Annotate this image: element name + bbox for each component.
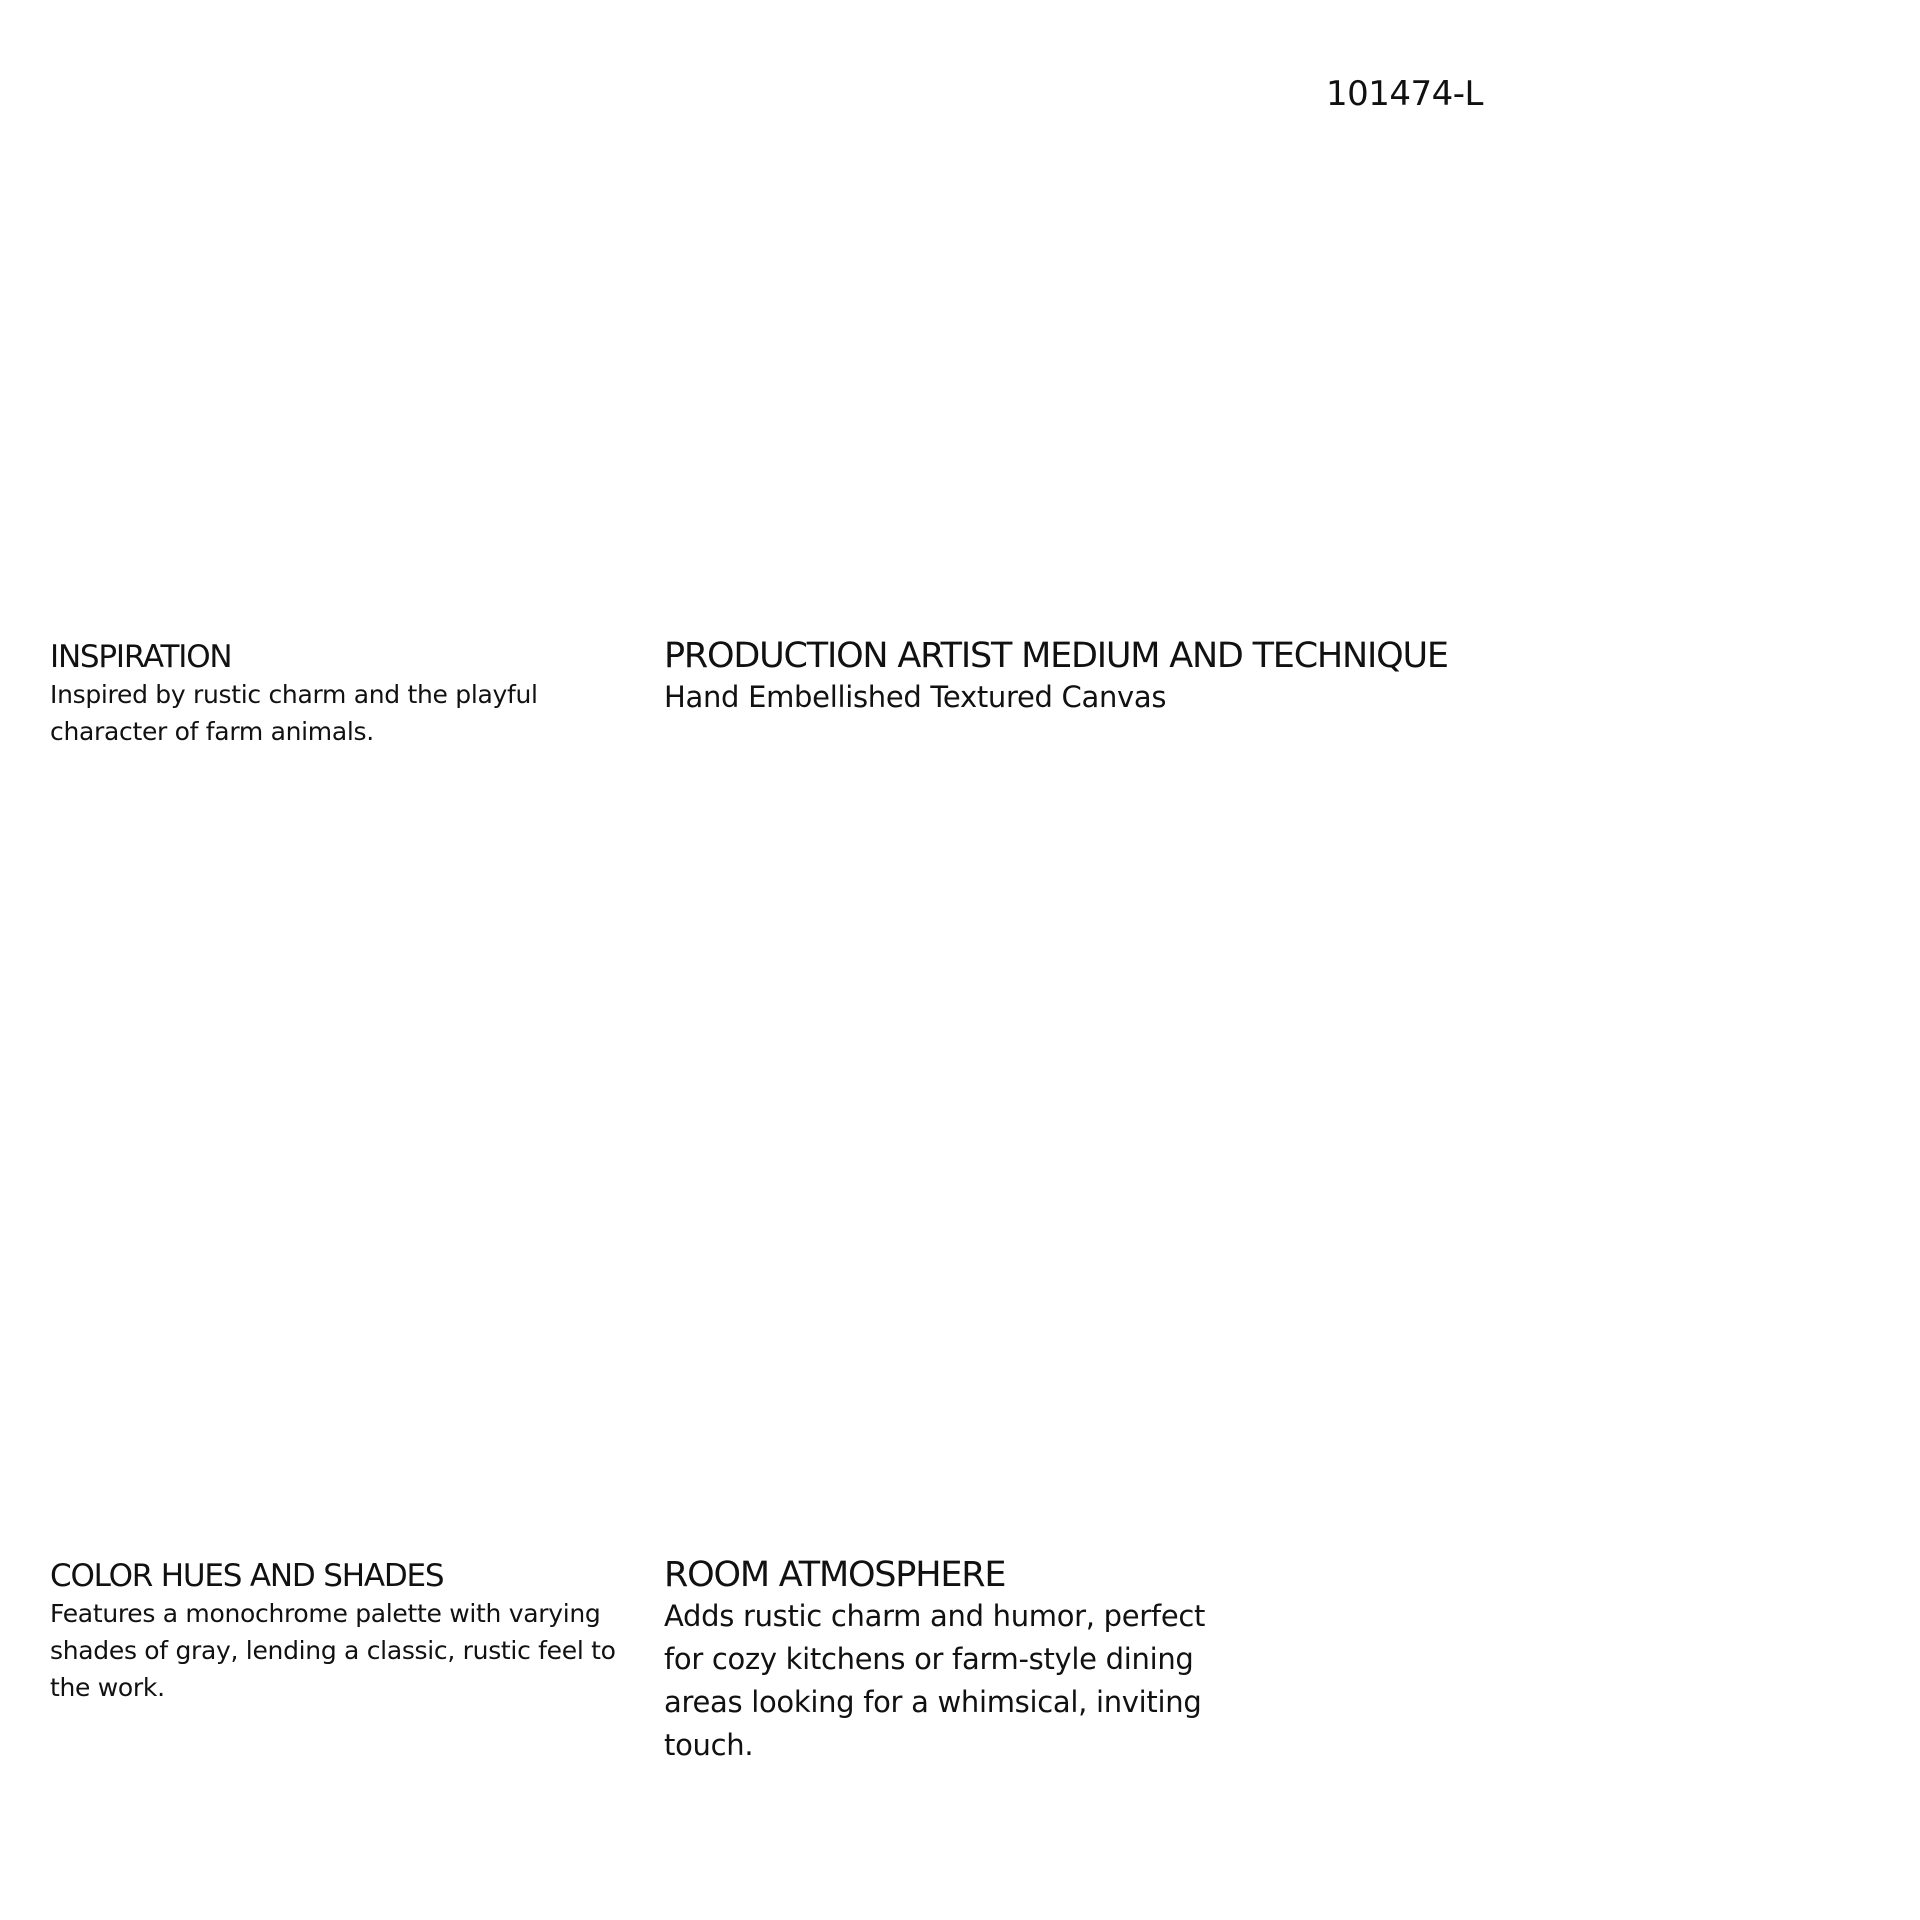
room-atmosphere-heading: ROOM ATMOSPHERE [664, 1555, 1006, 1595]
product-sku: 101474-L [1326, 74, 1484, 114]
room-atmosphere-section [664, 1555, 1224, 1767]
inspiration-section [50, 638, 570, 750]
production-text: Hand Embellished Textured Canvas [664, 680, 1167, 714]
color-section [50, 1557, 630, 1706]
production-section [664, 636, 1564, 719]
production-heading: PRODUCTION ARTIST MEDIUM AND TECHNIQUE [664, 636, 1448, 676]
color-text: Features a monochrome palette with varying shades of gray, lending a classic, rustic feel to the work. [50, 1599, 616, 1702]
room-atmosphere-text: Adds rustic charm and humor, perfect for cozy kitchens or farm-style dining areas looking for a whimsical, inviting touch. [664, 1599, 1206, 1762]
color-heading: COLOR HUES AND SHADES [50, 1558, 444, 1594]
inspiration-text: Inspired by rustic charm and the playful character of farm animals. [50, 680, 538, 746]
inspiration-heading: INSPIRATION [50, 639, 232, 675]
